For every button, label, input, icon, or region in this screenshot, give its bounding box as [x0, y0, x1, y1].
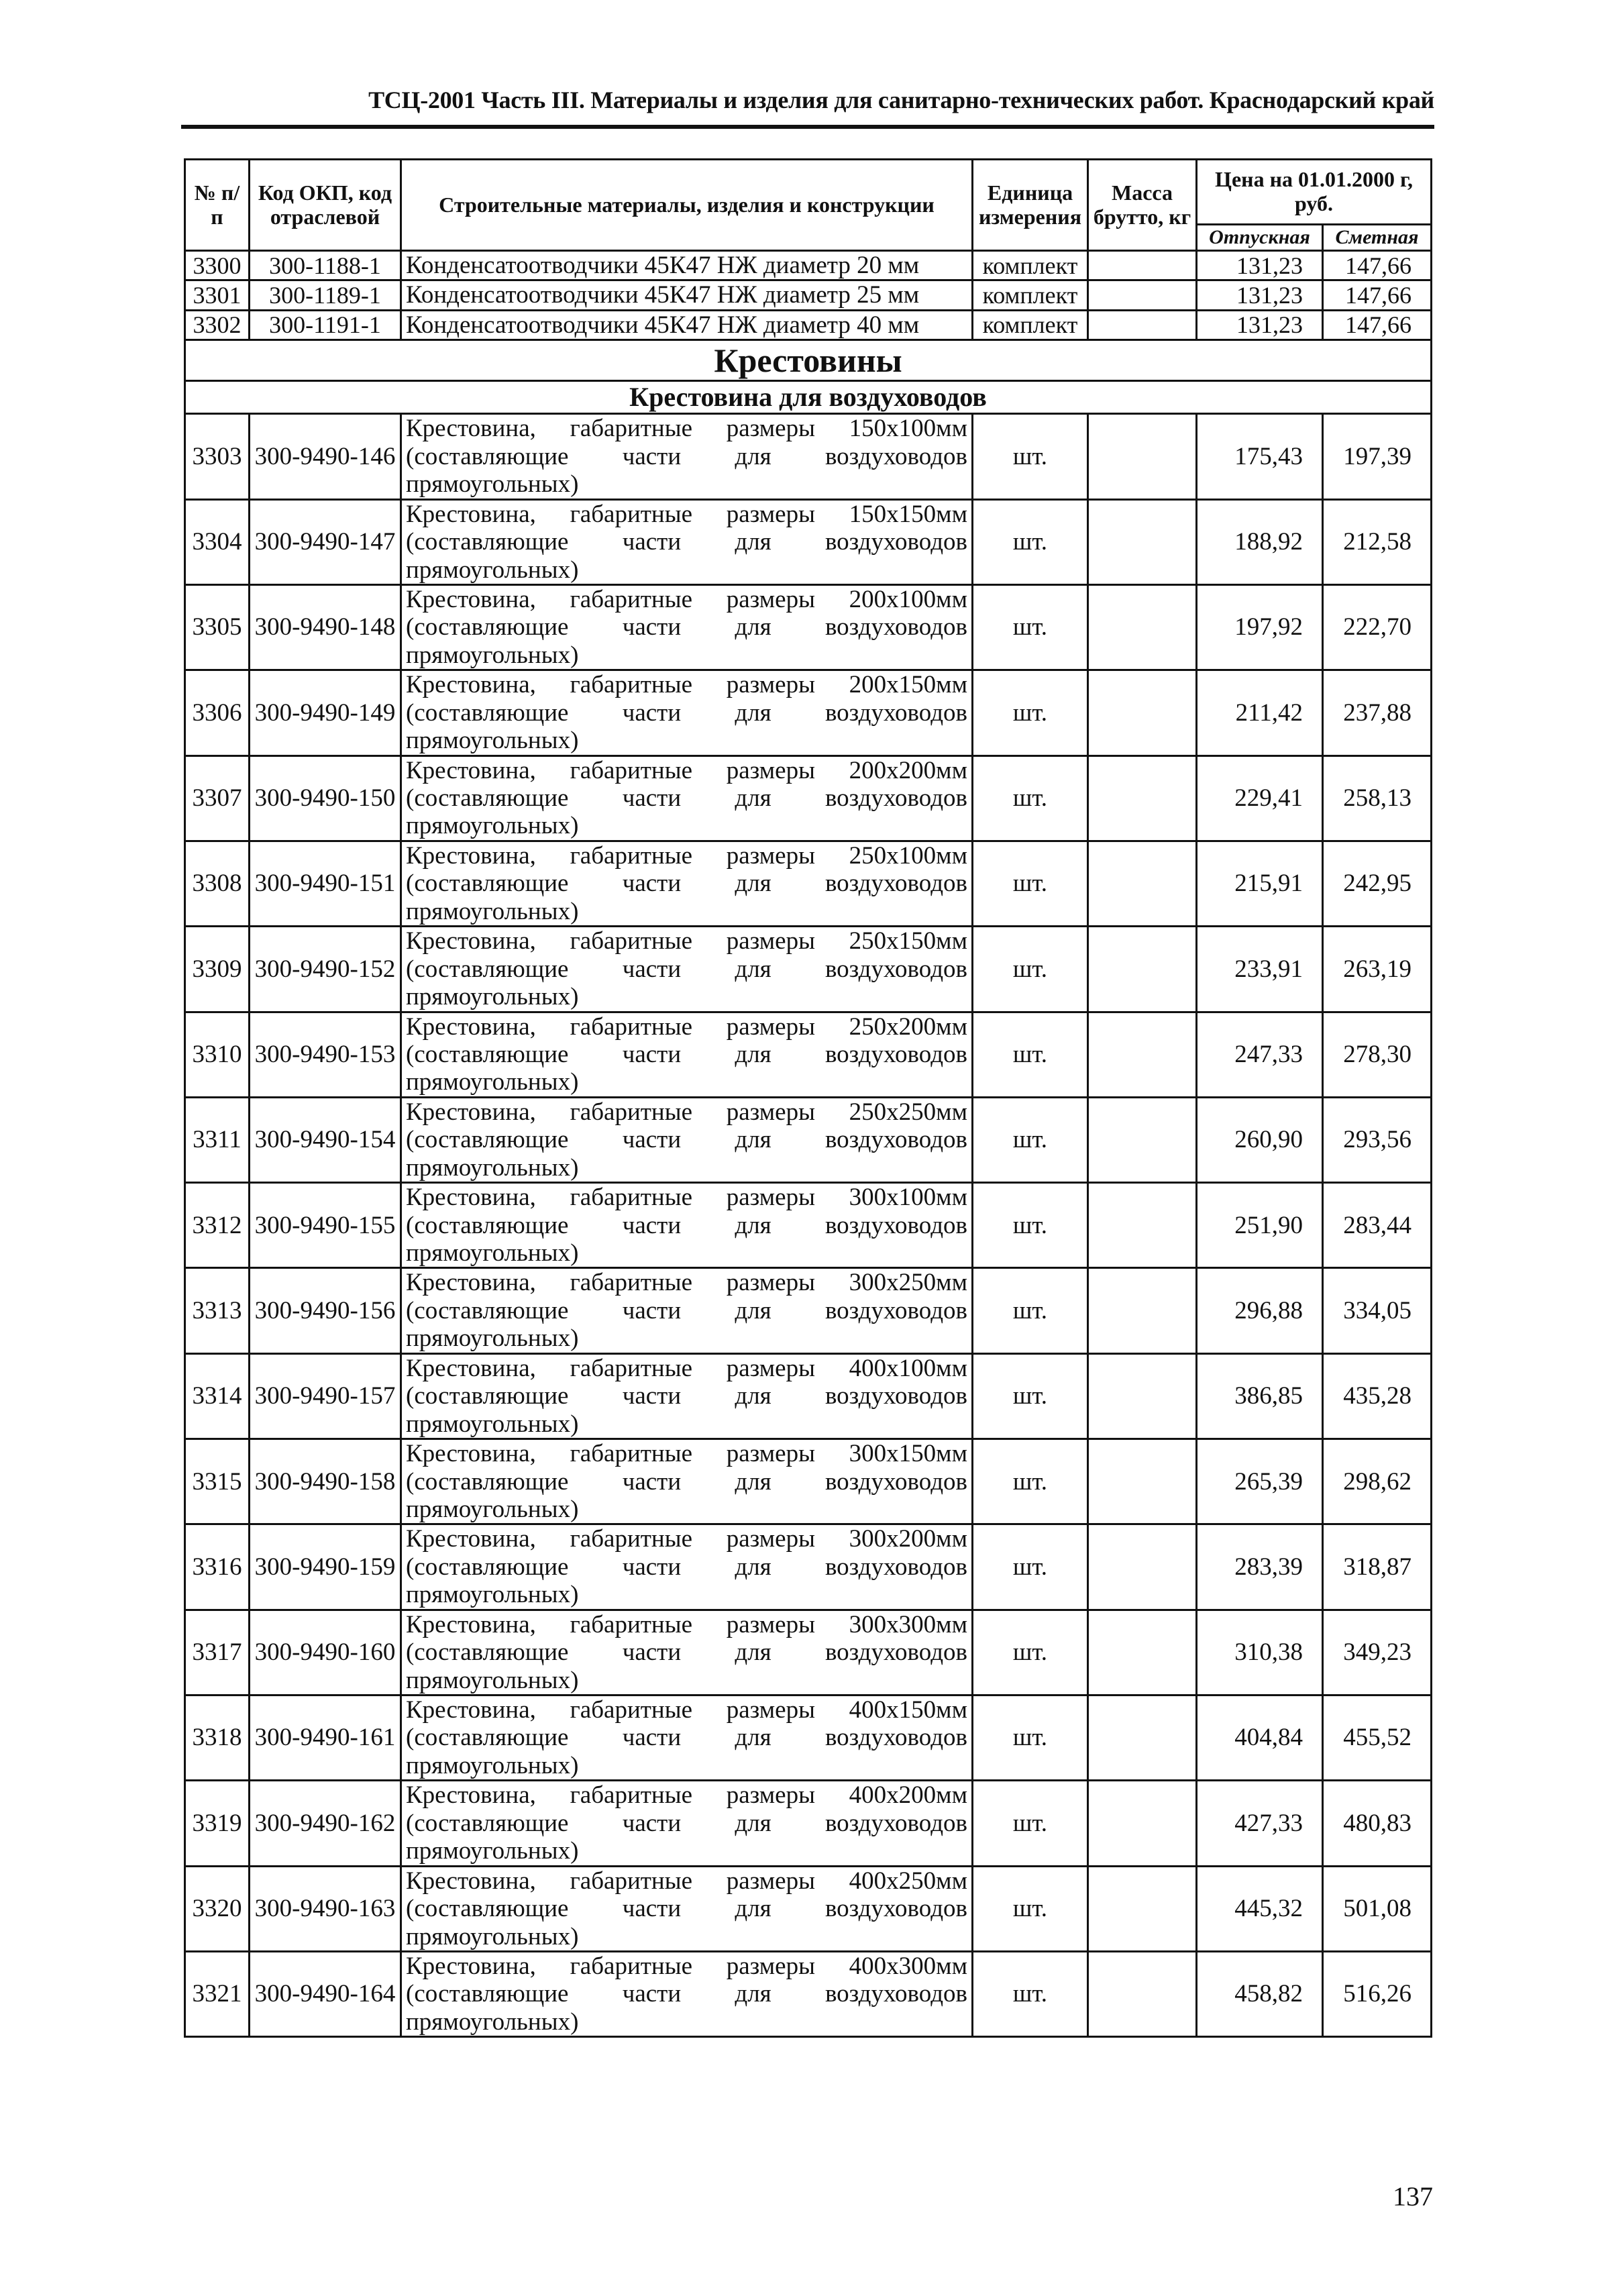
page-number: 137	[1393, 2181, 1433, 2211]
row-unit: шт.	[973, 414, 1088, 499]
table-row	[185, 310, 1432, 340]
row-mass	[1088, 670, 1197, 755]
row-name: Крестовина, габаритные размеры 250х150мм (составляющие части для воздуховодов прямоугольных)	[401, 927, 973, 1012]
row-unit: шт.	[973, 1097, 1088, 1182]
section-title: Крестовины	[185, 340, 1432, 381]
table-row	[185, 755, 1432, 841]
row-code: 300-9490-160	[250, 1610, 401, 1695]
row-mass	[1088, 414, 1197, 499]
row-num: 3321	[185, 1951, 250, 2036]
row-release-price: 215,91	[1197, 841, 1323, 926]
row-unit: шт.	[973, 1524, 1088, 1610]
row-mass	[1088, 1439, 1197, 1524]
row-name: Крестовина, габаритные размеры 250х100мм (составляющие части для воздуховодов прямоугольных)	[401, 841, 973, 926]
col-price-header: Цена на 01.01.2000 г, руб.	[1197, 160, 1432, 225]
row-estimate-price: 435,28	[1323, 1353, 1432, 1439]
row-unit: комплект	[973, 310, 1088, 340]
row-num: 3301	[185, 280, 250, 310]
row-name: Крестовина, габаритные размеры 300х100мм (составляющие части для воздуховодов прямоугольных)	[401, 1183, 973, 1268]
table-row	[185, 280, 1432, 310]
row-estimate-price: 258,13	[1323, 755, 1432, 841]
row-mass	[1088, 841, 1197, 926]
row-name: Крестовина, габаритные размеры 200х150мм (составляющие части для воздуховодов прямоугольных)	[401, 670, 973, 755]
row-code: 300-1189-1	[250, 280, 401, 310]
row-unit: шт.	[973, 1012, 1088, 1097]
row-code: 300-1191-1	[250, 310, 401, 340]
row-name: Крестовина, габаритные размеры 150х150мм (составляющие части для воздуховодов прямоугольных)	[401, 499, 973, 584]
col-mass-header: Масса брутто, кг	[1088, 160, 1197, 251]
row-estimate-price: 237,88	[1323, 670, 1432, 755]
header-rule	[181, 125, 1434, 129]
table-row	[185, 1268, 1432, 1353]
row-code: 300-9490-146	[250, 414, 401, 499]
section-header	[185, 340, 1432, 414]
row-estimate-price: 278,30	[1323, 1012, 1432, 1097]
row-mass	[1088, 1610, 1197, 1695]
row-mass	[1088, 1695, 1197, 1781]
row-num: 3316	[185, 1524, 250, 1610]
row-estimate-price: 501,08	[1323, 1866, 1432, 1951]
row-name: Крестовина, габаритные размеры 300х200мм (составляющие части для воздуховодов прямоугольных)	[401, 1524, 973, 1610]
table-row	[185, 1439, 1432, 1524]
row-name: Крестовина, габаритные размеры 400х250мм (составляющие части для воздуховодов прямоугольных)	[401, 1866, 973, 1951]
row-num: 3313	[185, 1268, 250, 1353]
row-code: 300-9490-163	[250, 1866, 401, 1951]
row-unit: шт.	[973, 1268, 1088, 1353]
row-mass	[1088, 1951, 1197, 2036]
row-num: 3309	[185, 927, 250, 1012]
table-row	[185, 1695, 1432, 1781]
table-row	[185, 1183, 1432, 1268]
row-release-price: 404,84	[1197, 1695, 1323, 1781]
row-unit: шт.	[973, 755, 1088, 841]
row-release-price: 265,39	[1197, 1439, 1323, 1524]
row-release-price: 386,85	[1197, 1353, 1323, 1439]
row-release-price: 310,38	[1197, 1610, 1323, 1695]
row-code: 300-9490-158	[250, 1439, 401, 1524]
row-code: 300-9490-150	[250, 755, 401, 841]
table-row	[185, 584, 1432, 670]
row-mass	[1088, 1524, 1197, 1610]
row-release-price: 458,82	[1197, 1951, 1323, 2036]
row-code: 300-9490-159	[250, 1524, 401, 1610]
row-name: Крестовина, габаритные размеры 300х150мм (составляющие части для воздуховодов прямоугольных)	[401, 1439, 973, 1524]
row-num: 3314	[185, 1353, 250, 1439]
table-row	[185, 1353, 1432, 1439]
row-code: 300-9490-149	[250, 670, 401, 755]
row-unit: шт.	[973, 841, 1088, 926]
row-num: 3317	[185, 1610, 250, 1695]
row-num: 3306	[185, 670, 250, 755]
table-row	[185, 1524, 1432, 1610]
row-code: 300-9490-148	[250, 584, 401, 670]
row-name: Крестовина, габаритные размеры 250х250мм (составляющие части для воздуховодов прямоугольных)	[401, 1097, 973, 1182]
row-num: 3300	[185, 251, 250, 280]
row-estimate-price: 349,23	[1323, 1610, 1432, 1695]
table-row	[185, 1951, 1432, 2036]
row-name: Крестовина, габаритные размеры 200х100мм (составляющие части для воздуховодов прямоугольных)	[401, 584, 973, 670]
row-num: 3307	[185, 755, 250, 841]
table-row	[185, 1781, 1432, 1866]
row-unit: шт.	[973, 1951, 1088, 2036]
row-estimate-price: 283,44	[1323, 1183, 1432, 1268]
row-unit: комплект	[973, 280, 1088, 310]
row-num: 3310	[185, 1012, 250, 1097]
row-name: Крестовина, габаритные размеры 400х100мм (составляющие части для воздуховодов прямоугольных)	[401, 1353, 973, 1439]
row-unit: шт.	[973, 1353, 1088, 1439]
row-num: 3308	[185, 841, 250, 926]
row-code: 300-1188-1	[250, 251, 401, 280]
row-num: 3305	[185, 584, 250, 670]
row-release-price: 229,41	[1197, 755, 1323, 841]
table-row	[185, 251, 1432, 280]
row-release-price: 131,23	[1197, 251, 1323, 280]
row-name: Крестовина, габаритные размеры 400х200мм (составляющие части для воздуховодов прямоугольных)	[401, 1781, 973, 1866]
row-release-price: 175,43	[1197, 414, 1323, 499]
row-num: 3319	[185, 1781, 250, 1866]
row-unit: шт.	[973, 1781, 1088, 1866]
row-code: 300-9490-151	[250, 841, 401, 926]
row-release-price: 233,91	[1197, 927, 1323, 1012]
row-mass	[1088, 1183, 1197, 1268]
row-unit: шт.	[973, 1439, 1088, 1524]
table-row	[185, 1866, 1432, 1951]
row-release-price: 296,88	[1197, 1268, 1323, 1353]
row-mass	[1088, 584, 1197, 670]
row-unit: шт.	[973, 927, 1088, 1012]
row-num: 3311	[185, 1097, 250, 1182]
row-estimate-price: 147,66	[1323, 251, 1432, 280]
row-name: Конденсатоотводчики 45К47 НЖ диаметр 25 мм	[401, 280, 973, 310]
row-name: Крестовина, габаритные размеры 400х150мм (составляющие части для воздуховодов прямоугольных)	[401, 1695, 973, 1781]
row-estimate-price: 222,70	[1323, 584, 1432, 670]
row-estimate-price: 480,83	[1323, 1781, 1432, 1866]
col-name-header: Строительные материалы, изделия и конструкции	[401, 160, 973, 251]
row-estimate-price: 293,56	[1323, 1097, 1432, 1182]
col-unit-header: Единица измерения	[973, 160, 1088, 251]
row-mass	[1088, 927, 1197, 1012]
row-release-price: 188,92	[1197, 499, 1323, 584]
top-rows	[185, 251, 1432, 340]
row-mass	[1088, 1012, 1197, 1097]
row-mass	[1088, 1866, 1197, 1951]
row-code: 300-9490-164	[250, 1951, 401, 2036]
row-estimate-price: 334,05	[1323, 1268, 1432, 1353]
row-mass	[1088, 280, 1197, 310]
col-estimate-header: Сметная	[1323, 225, 1432, 251]
table-header	[185, 160, 1432, 251]
row-mass	[1088, 755, 1197, 841]
row-release-price: 251,90	[1197, 1183, 1323, 1268]
row-name: Крестовина, габаритные размеры 250х200мм (составляющие части для воздуховодов прямоугольных)	[401, 1012, 973, 1097]
row-code: 300-9490-162	[250, 1781, 401, 1866]
row-unit: шт.	[973, 584, 1088, 670]
row-estimate-price: 147,66	[1323, 310, 1432, 340]
row-unit: шт.	[973, 1695, 1088, 1781]
price-table	[184, 158, 1432, 2038]
row-release-price: 197,92	[1197, 584, 1323, 670]
row-release-price: 445,32	[1197, 1866, 1323, 1951]
row-release-price: 211,42	[1197, 670, 1323, 755]
row-code: 300-9490-153	[250, 1012, 401, 1097]
row-estimate-price: 197,39	[1323, 414, 1432, 499]
row-estimate-price: 516,26	[1323, 1951, 1432, 2036]
row-estimate-price: 455,52	[1323, 1695, 1432, 1781]
row-unit: шт.	[973, 1866, 1088, 1951]
col-code-header: Код ОКП, код отраслевой	[250, 160, 401, 251]
table-row	[185, 927, 1432, 1012]
row-unit: комплект	[973, 251, 1088, 280]
row-code: 300-9490-157	[250, 1353, 401, 1439]
row-mass	[1088, 251, 1197, 280]
row-num: 3315	[185, 1439, 250, 1524]
row-unit: шт.	[973, 499, 1088, 584]
row-name: Крестовина, габаритные размеры 300х250мм (составляющие части для воздуховодов прямоугольных)	[401, 1268, 973, 1353]
row-estimate-price: 242,95	[1323, 841, 1432, 926]
col-num-header: № п/п	[185, 160, 250, 251]
row-name: Крестовина, габаритные размеры 300х300мм (составляющие части для воздуховодов прямоугольных)	[401, 1610, 973, 1695]
row-code: 300-9490-147	[250, 499, 401, 584]
row-release-price: 283,39	[1197, 1524, 1323, 1610]
row-mass	[1088, 1781, 1197, 1866]
table-row	[185, 499, 1432, 584]
col-release-header: Отпускная	[1197, 225, 1323, 251]
row-mass	[1088, 310, 1197, 340]
row-mass	[1088, 1268, 1197, 1353]
row-estimate-price: 147,66	[1323, 280, 1432, 310]
row-num: 3302	[185, 310, 250, 340]
table-row	[185, 1610, 1432, 1695]
row-num: 3312	[185, 1183, 250, 1268]
row-estimate-price: 212,58	[1323, 499, 1432, 584]
row-code: 300-9490-156	[250, 1268, 401, 1353]
row-num: 3318	[185, 1695, 250, 1781]
row-release-price: 427,33	[1197, 1781, 1323, 1866]
row-code: 300-9490-152	[250, 927, 401, 1012]
row-num: 3304	[185, 499, 250, 584]
row-release-price: 260,90	[1197, 1097, 1323, 1182]
row-num: 3320	[185, 1866, 250, 1951]
row-code: 300-9490-154	[250, 1097, 401, 1182]
row-name: Крестовина, габаритные размеры 200х200мм (составляющие части для воздуховодов прямоугольных)	[401, 755, 973, 841]
subsection-title: Крестовина для воздуховодов	[185, 381, 1432, 414]
row-name: Крестовина, габаритные размеры 400х300мм (составляющие части для воздуховодов прямоугольных)	[401, 1951, 973, 2036]
row-unit: шт.	[973, 670, 1088, 755]
row-name: Крестовина, габаритные размеры 150х100мм (составляющие части для воздуховодов прямоугольных)	[401, 414, 973, 499]
row-name: Конденсатоотводчики 45К47 НЖ диаметр 20 мм	[401, 251, 973, 280]
row-unit: шт.	[973, 1610, 1088, 1695]
row-estimate-price: 298,62	[1323, 1439, 1432, 1524]
row-mass	[1088, 1097, 1197, 1182]
table-row	[185, 414, 1432, 499]
row-estimate-price: 263,19	[1323, 927, 1432, 1012]
table-row	[185, 670, 1432, 755]
table-row	[185, 1012, 1432, 1097]
table-row	[185, 1097, 1432, 1182]
row-code: 300-9490-155	[250, 1183, 401, 1268]
row-release-price: 247,33	[1197, 1012, 1323, 1097]
row-unit: шт.	[973, 1183, 1088, 1268]
row-code: 300-9490-161	[250, 1695, 401, 1781]
row-release-price: 131,23	[1197, 280, 1323, 310]
row-release-price: 131,23	[1197, 310, 1323, 340]
row-mass	[1088, 1353, 1197, 1439]
table-row	[185, 841, 1432, 926]
row-num: 3303	[185, 414, 250, 499]
row-mass	[1088, 499, 1197, 584]
row-estimate-price: 318,87	[1323, 1524, 1432, 1610]
item-rows	[185, 414, 1432, 2037]
row-name: Конденсатоотводчики 45К47 НЖ диаметр 40 мм	[401, 310, 973, 340]
running-header: ТСЦ-2001 Часть III. Материалы и изделия для санитарно-технических работ. Краснодарский край	[368, 87, 1434, 113]
